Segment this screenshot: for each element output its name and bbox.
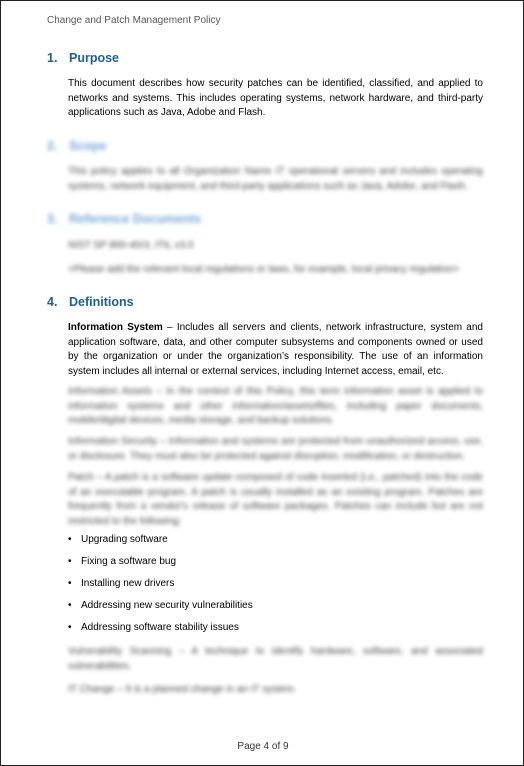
bullet-icon: • xyxy=(68,578,72,589)
bullet-icon: • xyxy=(68,556,72,567)
section-number: 1. xyxy=(47,51,58,65)
section-number: 3. xyxy=(47,212,58,226)
definition-blurred-3: Patch – A patch is a software update composed of code inserted (i.e., patched) into the code of an executable program. A patch is usually installed as an existing program. Patches are frequently from a vendor's release of software packages. Patches can include but are not restricted to the following: xyxy=(68,472,483,527)
list-item-label: Addressing new security vulnerabilities xyxy=(81,600,253,611)
section-number: 2. xyxy=(47,139,58,153)
list-item xyxy=(68,600,253,622)
reference-line-1: NIST SP 800-40r3, ITIL v3.0 xyxy=(68,240,194,251)
list-item xyxy=(68,578,253,600)
purpose-paragraph: This document describes how security patches can be identified, classified, and applied to networks and systems. This includes operating systems, network hardware, and third-party applications such as Java, Adobe and Flash. xyxy=(68,78,483,118)
list-item xyxy=(68,534,253,556)
list-item-label: Installing new drivers xyxy=(81,578,175,589)
scope-paragraph: This policy applies to all Organization Name IT operational servers and includes operating systems, network equipment, and third-party applications such as Java, Adobe, and Flash. xyxy=(68,166,483,192)
section-title: Purpose xyxy=(69,51,120,65)
definition-information-system xyxy=(68,321,483,379)
list-item-label: Fixing a software bug xyxy=(81,556,177,567)
definition-blurred-2: Information Security – Information and systems are protected from unauthorized access, use, or disclosure. They must also be protected against disruption, modification, or destruction. xyxy=(68,436,483,462)
patch-bullet-list xyxy=(68,534,253,644)
list-item-label: Upgrading software xyxy=(81,534,168,545)
list-item-label: Addressing software stability issues xyxy=(81,622,239,633)
reference-line-2: <Please add the relevant local regulations or laws, for example, local privacy regulation> xyxy=(68,264,460,275)
section-number: 4. xyxy=(47,295,58,309)
definition-text: – Includes all servers and clients, network infrastructure, system and application software, data, and other computer subsystems and components owned or used by the organization or under the organization’s responsibility. The use of an information system includes all internal or external services, including Internet access, email, etc. xyxy=(68,322,483,377)
section-title: Definitions xyxy=(69,295,134,309)
definition-blurred-4: Vulnerability Scanning – A technique to identify hardware, software, and associated vulnerabilities. xyxy=(68,646,483,672)
section-title: Scope xyxy=(69,139,107,153)
section-heading-purpose xyxy=(47,51,119,65)
bullet-icon: • xyxy=(68,534,72,545)
section-heading-definitions xyxy=(47,295,134,309)
bullet-icon: • xyxy=(68,622,72,633)
page-number-footer: Page 4 of 9 xyxy=(237,741,289,752)
section-heading-reference-documents xyxy=(47,212,201,226)
definition-term: Information System xyxy=(68,322,163,333)
section-heading-scope xyxy=(47,139,107,153)
definition-blurred-1: Information Assets – In the context of this Policy, this term information asset is applied to information systems and other information/assets/files, including paper documents, mobile/digital devices, media storage, and backup solutions. xyxy=(68,386,483,426)
bullet-icon: • xyxy=(68,600,72,611)
list-item xyxy=(68,622,253,644)
list-item xyxy=(68,556,253,578)
document-header-title: Change and Patch Management Policy xyxy=(47,15,221,26)
section-title: Reference Documents xyxy=(69,212,201,226)
definition-blurred-5: IT Change – It is a planned change in an IT system. xyxy=(68,684,297,695)
